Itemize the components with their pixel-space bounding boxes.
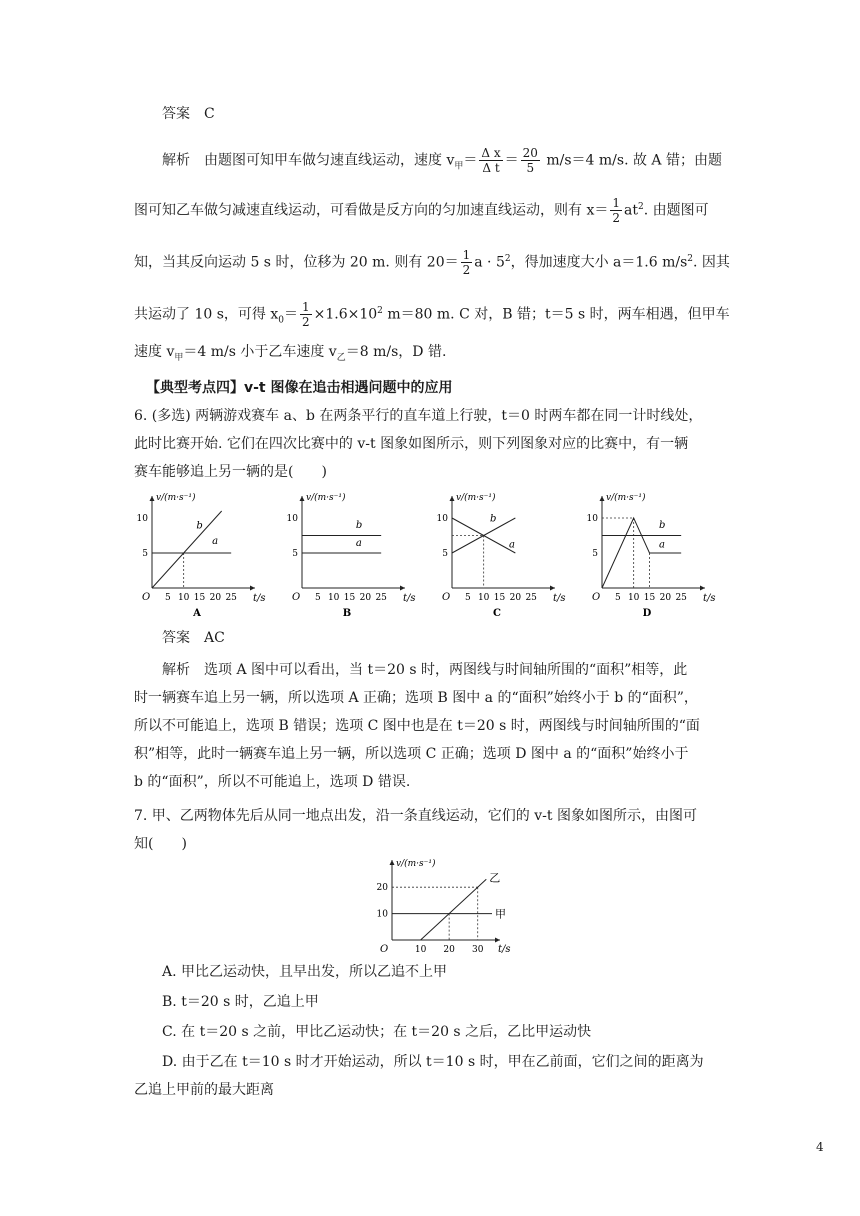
x-axis-arrow <box>495 938 500 943</box>
series-label-a: a <box>509 539 515 551</box>
y-axis-arrow <box>450 496 455 501</box>
x-tick-label: 25 <box>675 593 687 603</box>
q6-expl-line4: 积”相等，此时一辆赛车追上另一辆，所以选项 C 正确；选项 D 图中 a 的“面积”始终小于 <box>134 746 689 762</box>
y-axis-arrow <box>150 496 155 501</box>
series-line <box>421 879 487 940</box>
q7-option-d: D. 由于乙在 t＝10 s 时才开始运动，所以 t＝10 s 时，甲在乙前面，它们之间的距离为 <box>162 1054 704 1070</box>
series-label-jia: 甲 <box>495 907 506 921</box>
q6-expl-line2: 时一辆赛车追上另一辆，所以选项 A 正确；选项 B 图中 a 的“面积”始终小于 b 的“面积”， <box>134 690 698 706</box>
x-axis-arrow <box>700 586 705 591</box>
x-tick-label: 30 <box>471 945 484 955</box>
y-tick-label: 5 <box>592 549 598 559</box>
q5-expl-line3: 知，当其反向运动 5 s 时，位移为 20 m. 则有 20＝ $\frac{1}{2}$ $a \cdot 5^2$，得加速度大小 a＝1.6 $m/s^2$. 因其 <box>134 248 730 277</box>
x-tick-label: 5 <box>464 593 471 603</box>
fraction: $\frac{\text{Δ x}}{\text{Δ t}}$ <box>481 146 501 175</box>
x-tick-label: 25 <box>375 593 387 603</box>
x-axis-label: t/s <box>703 593 716 604</box>
fraction: $\frac{1}{2}$ <box>462 248 471 277</box>
x-tick-label: 5 <box>614 593 621 603</box>
graph-caption: B <box>342 608 352 619</box>
y-tick-label: 5 <box>442 549 448 559</box>
x-tick-label: 20 <box>359 593 372 603</box>
x-tick-label: 5 <box>314 593 321 603</box>
x-tick-label: 15 <box>493 593 506 603</box>
x-tick-label: 10 <box>477 593 490 603</box>
x-tick-label: 20 <box>659 593 672 603</box>
x-axis-arrow <box>550 586 555 591</box>
q7-graph <box>360 854 520 954</box>
series-label-b: b <box>490 513 497 525</box>
q5-expl-line1: 解析 由题图可知甲车做匀速直线运动，速度 $v_甲=$ $\frac{\text{Δ x}}{\text{Δ t}}$ ＝ $\frac{20}{5}$ m/s＝4 m/s. 故 A 错；由题 <box>162 146 722 175</box>
x-tick-label: 10 <box>414 945 427 955</box>
q5-expl-line4: 共运动了 10 s，可得 $x_0=$ $\frac{1}{2}$ $\times 1.6\times 10^2$ m＝80 m. C 对，B 错；t＝5 s 时，两车相遇，但甲车 <box>134 300 730 329</box>
origin-label: O <box>142 592 151 603</box>
graph-caption: C <box>493 608 501 619</box>
origin-label: O <box>592 592 601 603</box>
q5-expl-line2: 图可知乙车做匀减速直线运动，可看做是反方向的匀加速直线运动，则有 x＝ $\frac{1}{2}$ $at^2$. 由题图可 <box>134 196 709 225</box>
q7-option-d-cont: 乙追上甲前的最大距离 <box>134 1082 274 1098</box>
graph-caption: A <box>193 608 201 619</box>
x-tick-label: 10 <box>627 593 640 603</box>
origin-label: O <box>292 592 301 603</box>
x-tick-label: 15 <box>643 593 656 603</box>
x-tick-label: 10 <box>177 593 190 603</box>
q7-stem-line1: 7. 甲、乙两物体先后从同一地点出发，沿一条直线运动，它们的 v-t 图象如图所示，由图可 <box>134 808 697 824</box>
y-tick-label: 20 <box>376 883 388 894</box>
q7-stem-line2: 知( ) <box>134 836 187 852</box>
x-tick-label: 5 <box>164 593 171 603</box>
y-axis-label: v/(m·s⁻¹) <box>156 493 196 503</box>
y-tick-label: 10 <box>586 514 598 524</box>
series-label-b: b <box>659 519 666 531</box>
x-axis-label: t/s <box>403 593 416 604</box>
x-tick-label: 15 <box>343 593 356 603</box>
series-label-a: a <box>659 539 665 551</box>
q6-graphs <box>136 490 740 620</box>
origin-label: O <box>442 592 451 603</box>
x-axis-label: t/s <box>253 593 266 604</box>
q6-expl-line1: 解析 选项 A 图中可以看出，当 t＝20 s 时，两图线与时间轴所围的“面积”相等，此 <box>162 662 688 678</box>
x-axis-arrow <box>400 586 405 591</box>
y-axis-label: v/(m·s⁻¹) <box>456 493 496 503</box>
y-axis-arrow <box>390 860 395 865</box>
series-line-a <box>602 518 681 588</box>
series-label-yi: 乙 <box>489 871 501 885</box>
page-number: 4 <box>816 1140 824 1154</box>
x-tick-label: 20 <box>209 593 222 603</box>
q7-option-a: A. 甲比乙运动快，且早出发，所以乙追不上甲 <box>162 964 448 980</box>
q6-stem-line1: 6. (多选) 两辆游戏赛车 a、b 在两条平行的直车道上行驶，t＝0 时两车都在同一计时线处， <box>134 408 703 424</box>
x-tick-label: 25 <box>525 593 537 603</box>
q5-expl-line5: 速度 $v_甲=4$ m/s 小于乙车速度 $v_乙=8$ m/s，D 错. <box>134 344 447 363</box>
origin-label: O <box>380 944 389 955</box>
series-label-a: a <box>355 538 362 549</box>
fraction: $\frac{1}{2}$ <box>612 196 620 225</box>
x-tick-label: 20 <box>509 593 522 603</box>
fraction: $\frac{1}{2}$ <box>301 300 310 329</box>
x-axis-label: t/s <box>498 944 511 955</box>
x-tick-label: 15 <box>193 593 206 603</box>
q6-stem-line2: 此时比赛开始. 它们在四次比赛中的 v-t 图象如图所示，则下列图象对应的比赛中，有一辆 <box>134 436 689 452</box>
q7-option-b: B. t＝20 s 时，乙追上甲 <box>162 994 319 1010</box>
x-tick-label: 20 <box>443 945 455 955</box>
graph-caption: D <box>642 608 652 619</box>
y-tick-label: 10 <box>136 514 148 524</box>
x-tick-label: 25 <box>225 593 237 603</box>
q5-answer: 答案 C <box>162 106 215 122</box>
series-line-b <box>152 511 222 588</box>
q6-expl-line5: b 的“面积”，所以不可能追上，选项 D 错误. <box>134 774 411 790</box>
y-tick-label: 5 <box>292 549 298 559</box>
y-axis-label: v/(m·s⁻¹) <box>396 859 436 869</box>
x-tick-label: 10 <box>327 593 340 603</box>
series-label-b: b <box>355 519 363 531</box>
y-axis-label: v/(m·s⁻¹) <box>306 493 346 503</box>
series-label-b: b <box>196 520 203 532</box>
x-axis-label: t/s <box>553 593 566 604</box>
section-title: 【典型考点四】v-t 图像在追击相遇问题中的应用 <box>146 380 453 396</box>
q6-stem-line3: 赛车能够追上另一辆的是( ) <box>134 464 327 480</box>
y-tick-label: 10 <box>376 909 388 920</box>
y-tick-label: 5 <box>142 549 148 559</box>
x-axis-arrow <box>250 586 255 591</box>
q6-answer: 答案 AC <box>162 630 225 646</box>
q6-expl-line3: 所以不可能追上，选项 B 错误；选项 C 图中也是在 t＝20 s 时，两图线与时间轴所围的“面 <box>134 718 700 734</box>
series-label-a: a <box>212 535 219 547</box>
y-axis-arrow <box>300 496 305 501</box>
y-axis-label: v/(m·s⁻¹) <box>606 493 646 503</box>
y-tick-label: 10 <box>286 514 298 524</box>
y-tick-label: 10 <box>436 514 448 524</box>
y-axis-arrow <box>600 496 605 501</box>
fraction: $\frac{20}{5}$ <box>522 146 538 175</box>
q7-option-c: C. 在 t＝20 s 之前，甲比乙运动快；在 t＝20 s 之后，乙比甲运动快 <box>162 1024 592 1040</box>
